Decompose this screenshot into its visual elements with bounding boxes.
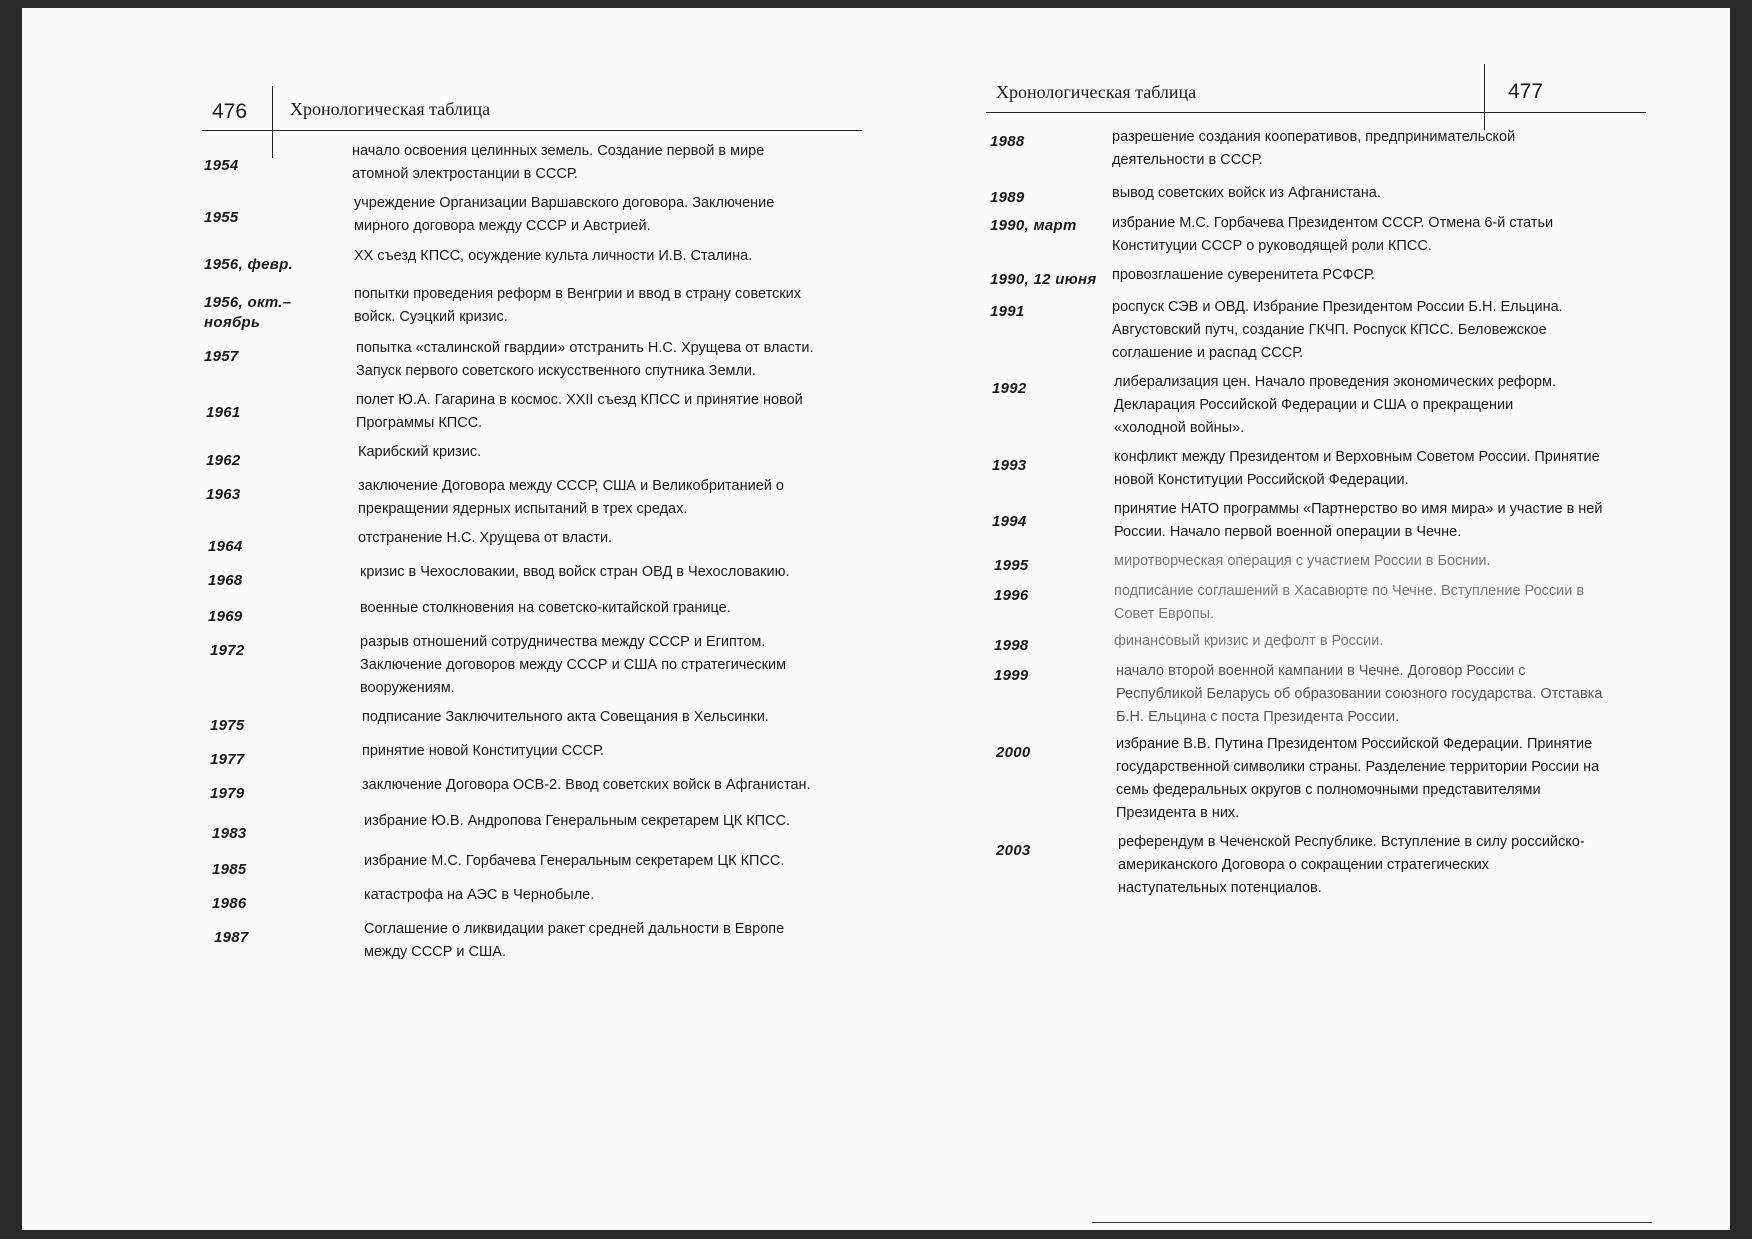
chronology-entry bbox=[962, 178, 1652, 208]
entry-year: 1975 bbox=[210, 717, 245, 734]
entry-year: 1995 bbox=[994, 557, 1029, 574]
chronology-entry bbox=[962, 296, 1652, 365]
chronology-entry bbox=[172, 740, 872, 770]
chronology-entry bbox=[962, 660, 1652, 729]
chronology-entry bbox=[962, 580, 1652, 626]
entry-text: роспуск СЭВ и ОВД. Избрание Президентом России Б.Н. Ельцина. Августовский путч, создание ГКЧП. Роспуск КПСС. Беловежское соглашение и распад СССР. bbox=[1112, 299, 1563, 361]
entry-year: 1998 bbox=[994, 637, 1029, 654]
entry-text: XX съезд КПСС, осуждение культа личности И.В. Сталина. bbox=[354, 248, 753, 264]
header-horizontal-rule bbox=[202, 130, 862, 131]
entry-text: заключение Договора ОСВ-2. Ввод советских войск в Афганистан. bbox=[362, 777, 811, 793]
chronology-list bbox=[172, 140, 872, 979]
chronology-entry bbox=[172, 597, 872, 627]
chronology-entry bbox=[962, 831, 1652, 900]
entry-text: Карибский кризис. bbox=[358, 444, 482, 460]
chronology-entry bbox=[172, 245, 872, 275]
chronology-entry bbox=[172, 283, 872, 333]
chronology-entry bbox=[172, 140, 872, 186]
entry-text: попытки проведения реформ в Венгрии и ввод в страну советских войск. Суэцкий кризис. bbox=[354, 286, 801, 325]
entry-text: полет Ю.А. Гагарина в космос. XXII съезд КПСС и принятие новой Программы КПСС. bbox=[356, 392, 803, 431]
entry-text: отстранение Н.С. Хрущева от власти. bbox=[358, 530, 613, 546]
entry-text: попытка «сталинской гвардии» отстранить Н.С. Хрущева от власти. Запуск первого советского искусственного спутника Земли. bbox=[356, 340, 814, 379]
chronology-entry bbox=[962, 630, 1652, 656]
chronology-entry bbox=[962, 446, 1652, 492]
chronology-entry bbox=[172, 441, 872, 471]
entry-year: 1964 bbox=[208, 538, 243, 555]
entry-year: 1991 bbox=[990, 303, 1025, 320]
entry-text: кризис в Чехословакии, ввод войск стран ОВД в Чехословакию. bbox=[360, 564, 790, 580]
entry-year: 1961 bbox=[206, 404, 241, 421]
entry-year: 1999 bbox=[994, 667, 1029, 684]
chronology-entry bbox=[172, 475, 872, 521]
entry-year: 1954 bbox=[204, 157, 239, 174]
entry-text: избрание М.С. Горбачева Президентом СССР. Отмена 6-й статьи Конституции СССР о руководящей роли КПСС. bbox=[1112, 215, 1554, 254]
entry-text: вывод советских войск из Афганистана. bbox=[1112, 185, 1381, 201]
chronology-entry bbox=[962, 733, 1652, 825]
chronology-entry bbox=[172, 337, 872, 383]
entry-year: 1956, февр. bbox=[204, 256, 294, 273]
chronology-entry bbox=[962, 550, 1652, 576]
running-title: Хронологическая таблица bbox=[996, 82, 1197, 102]
entry-text: миротворческая операция с участием России в Боснии. bbox=[1114, 553, 1491, 569]
entry-year: 1968 bbox=[208, 572, 243, 589]
entry-text: референдум в Чеченской Республике. Вступление в силу российско-американского Договора о сокращении стратегических наступательных потенциалов. bbox=[1118, 834, 1585, 896]
entry-year: 1986 bbox=[212, 895, 247, 912]
entry-year: 1994 bbox=[992, 513, 1027, 530]
entry-text: конфликт между Президентом и Верховным Советом России. Принятие новой Конституции Российской Федерации. bbox=[1114, 449, 1600, 488]
entry-year: 1972 bbox=[210, 642, 245, 659]
entry-year: 1990, март bbox=[990, 217, 1077, 234]
chronology-entry bbox=[172, 561, 872, 591]
entry-year: 1962 bbox=[206, 452, 241, 469]
chronology-entry bbox=[172, 389, 872, 435]
chronology-entry bbox=[962, 264, 1652, 290]
entry-year: 1989 bbox=[990, 189, 1025, 206]
entry-year: 1955 bbox=[204, 209, 239, 226]
entry-text: избрание В.В. Путина Президентом Российской Федерации. Принятие государственной символики страны. Разделение территории России на семь федеральных округов с полномочными представителями Президента в них. bbox=[1116, 736, 1600, 821]
entry-year: 1987 bbox=[214, 929, 249, 946]
entry-year: 1993 bbox=[992, 457, 1027, 474]
chronology-entry bbox=[172, 918, 872, 964]
chronology-entry bbox=[962, 212, 1652, 258]
entry-year: 1996 bbox=[994, 587, 1029, 604]
running-head bbox=[172, 66, 872, 126]
running-head bbox=[962, 66, 1652, 126]
entry-text: начало второй военной кампании в Чечне. Договор России с Республикой Беларусь об образовании союзного государства. Отставка Б.Н. Ельцина с поста Президента России. bbox=[1116, 663, 1603, 725]
entry-text: Соглашение о ликвидации ракет средней дальности в Европе между СССР и США. bbox=[364, 921, 785, 960]
entry-text: принятие НАТО программы «Партнерство во имя мира» и участие в ней России. Начало первой военной операции в Чечне. bbox=[1114, 501, 1603, 540]
entry-year: 1983 bbox=[212, 825, 247, 842]
header-horizontal-rule bbox=[986, 112, 1646, 113]
chronology-list bbox=[962, 126, 1652, 915]
entry-year: 1990, 12 июня bbox=[990, 271, 1097, 288]
chronology-entry bbox=[962, 371, 1652, 440]
entry-text: принятие новой Конституции СССР. bbox=[362, 743, 604, 759]
chronology-entry bbox=[172, 850, 872, 880]
running-title: Хронологическая таблица bbox=[290, 99, 491, 119]
chronology-entry bbox=[962, 126, 1652, 172]
page-bottom-rule bbox=[1092, 1222, 1652, 1223]
entry-text: подписание соглашений в Хасавюрте по Чечне. Вступление России в Совет Европы. bbox=[1114, 583, 1585, 622]
chronology-entry bbox=[172, 774, 872, 804]
entry-text: заключение Договора между СССР, США и Великобританией о прекращении ядерных испытаний в трех средах. bbox=[358, 478, 784, 517]
entry-text: избрание Ю.В. Андропова Генеральным секретарем ЦК КПСС. bbox=[364, 813, 791, 829]
chronology-entry bbox=[962, 498, 1652, 544]
entry-year: 1963 bbox=[206, 486, 241, 503]
entry-text: разрешение создания кооперативов, предпринимательской деятельности в СССР. bbox=[1112, 129, 1516, 168]
entry-year: 1988 bbox=[990, 133, 1025, 150]
page-number: 476 bbox=[212, 100, 248, 123]
scanned-book-spread bbox=[22, 8, 1730, 1230]
header-vertical-rule bbox=[1484, 64, 1485, 130]
page-number: 477 bbox=[1508, 80, 1544, 103]
entry-year: 1969 bbox=[208, 608, 243, 625]
entry-year: 2000 bbox=[996, 744, 1031, 761]
entry-text: военные столкновения на советско-китайской границе. bbox=[360, 600, 731, 616]
entry-text: начало освоения целинных земель. Создание первой в мире атомной электростанции в СССР. bbox=[352, 143, 765, 182]
entry-year: 1977 bbox=[210, 751, 245, 768]
chronology-entry bbox=[172, 631, 872, 700]
chronology-entry bbox=[172, 810, 872, 844]
chronology-entry bbox=[172, 527, 872, 557]
entry-year: 1957 bbox=[204, 348, 239, 365]
chronology-entry bbox=[172, 192, 872, 238]
entry-text: либерализация цен. Начало проведения экономических реформ. Декларация Российской Федерации и США о прекращении «холодной войны». bbox=[1114, 374, 1556, 436]
entry-year: 1985 bbox=[212, 861, 247, 878]
entry-text: подписание Заключительного акта Совещания в Хельсинки. bbox=[362, 709, 769, 725]
entry-text: разрыв отношений сотрудничества между СССР и Египтом. Заключение договоров между СССР и США по стратегическим вооружениям. bbox=[360, 634, 787, 696]
entry-text: финансовый кризис и дефолт в России. bbox=[1114, 633, 1384, 649]
entry-text: избрание М.С. Горбачева Генеральным секретарем ЦК КПСС. bbox=[364, 853, 785, 869]
entry-year: 1979 bbox=[210, 785, 245, 802]
entry-text: учреждение Организации Варшавского договора. Заключение мирного договора между СССР и Австрией. bbox=[354, 195, 775, 234]
entry-year: 2003 bbox=[996, 842, 1031, 859]
chronology-entry bbox=[172, 884, 872, 914]
chronology-entry bbox=[172, 706, 872, 736]
entry-text: провозглашение суверенитета РСФСР. bbox=[1112, 267, 1375, 283]
entry-year: 1956, окт.–ноябрь bbox=[204, 294, 292, 331]
entry-year: 1992 bbox=[992, 380, 1027, 397]
entry-text: катастрофа на АЭС в Чернобыле. bbox=[364, 887, 595, 903]
